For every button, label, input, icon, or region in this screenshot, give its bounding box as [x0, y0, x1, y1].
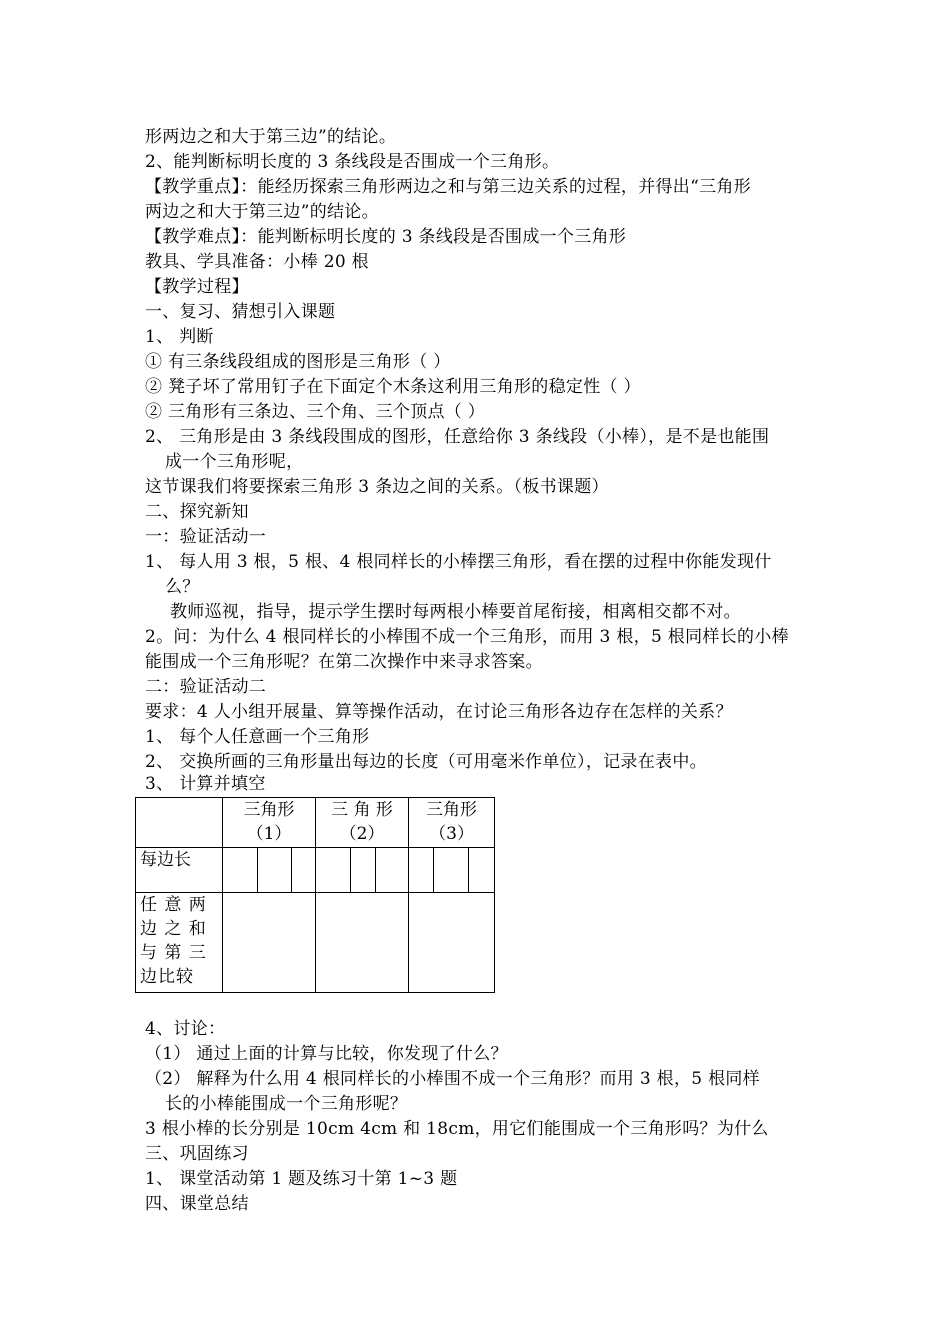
- text-line: 【教学难点】：能判断标明长度的 3 条线段是否围成一个三角形: [145, 227, 627, 247]
- header-triangle-1: 三角形（1）: [223, 798, 316, 848]
- table-cell: [223, 848, 258, 893]
- table-cell: [409, 848, 434, 893]
- text-line: 2、能判断标明长度的 3 条线段是否围成一个三角形。: [145, 152, 560, 172]
- text-line: 么？: [165, 577, 200, 597]
- table-cell: [434, 848, 469, 893]
- table-cell: [409, 893, 495, 993]
- section-heading: 四、课堂总结: [145, 1194, 249, 1214]
- table-cell: [292, 848, 316, 893]
- table-cell: [469, 848, 495, 893]
- table-cell: [351, 848, 376, 893]
- table-cell: [316, 848, 351, 893]
- text-line: ② 三角形有三条边、三个角、三个顶点（ ）: [145, 402, 486, 422]
- text-line: 1、 每人用 3 根，5 根、4 根同样长的小棒摆三角形，看在摆的过程中你能发现什: [145, 552, 772, 572]
- table-corner-cell: [136, 798, 223, 848]
- text-line: 2、 交换所画的三角形量出每边的长度（可用毫米作单位），记录在表中。: [145, 752, 707, 772]
- row-label-sum-comparison: 任 意 两 边 之 和 与 第 三 边比较: [136, 893, 223, 993]
- text-line: 2。问：为什么 4 根同样长的小棒围不成一个三角形，而用 3 根，5 根同样长的小棒: [145, 627, 789, 647]
- header-triangle-3: 三角形（3）: [409, 798, 495, 848]
- text-line: 二：验证活动二: [145, 677, 267, 697]
- text-line: （1） 通过上面的计算与比较，你发现了什么？: [145, 1044, 508, 1064]
- text-line: 4、讨论：: [145, 1019, 226, 1039]
- table-cell: [258, 848, 292, 893]
- text-line: 1、 判断: [145, 327, 214, 347]
- text-line: ① 有三条线段组成的图形是三角形（ ）: [145, 352, 451, 372]
- section-heading: 二、探究新知: [145, 502, 249, 522]
- text-line: 形两边之和大于第三边”的结论。: [145, 127, 397, 147]
- table-cell: [316, 893, 409, 993]
- text-line: 教师巡视，指导，提示学生摆时每两根小棒要首尾衔接，相离相交都不对。: [170, 602, 741, 622]
- text-line: 要求：4 人小组开展量、算等操作活动，在讨论三角形各边存在怎样的关系？: [145, 702, 733, 722]
- section-heading: 三、巩固练习: [145, 1144, 249, 1164]
- text-line: 成一个三角形呢，: [165, 452, 304, 472]
- table-cell: [376, 848, 409, 893]
- row-label-side-length: 每边长: [136, 848, 223, 893]
- text-line: 3、 计算并填空: [145, 774, 266, 794]
- text-line: 1、 每个人任意画一个三角形: [145, 727, 370, 747]
- table-cell: [223, 893, 316, 993]
- text-line: （2） 解释为什么用 4 根同样长的小棒围不成一个三角形？而用 3 根，5 根同样: [145, 1069, 760, 1089]
- text-line: 教具、学具准备：小棒 20 根: [145, 252, 369, 272]
- text-line: 这节课我们将要探索三角形 3 条边之间的关系。（板书课题）: [145, 477, 609, 497]
- section-heading: 【教学过程】: [145, 277, 249, 297]
- record-table: [135, 797, 495, 993]
- text-line: 3 根小棒的长分别是 10cm 4cm 和 18cm，用它们能围成一个三角形吗？为什么: [145, 1119, 769, 1139]
- section-heading: 一、复习、猜想引入课题: [145, 302, 336, 322]
- text-line: 长的小棒能围成一个三角形呢？: [165, 1094, 408, 1114]
- header-triangle-2: 三 角 形（2）: [316, 798, 409, 848]
- text-line: 【教学重点】：能经历探索三角形两边之和与第三边关系的过程，并得出“三角形: [145, 177, 751, 197]
- text-line: 2、 三角形是由 3 条线段围成的图形，任意给你 3 条线段（小棒），是不是也能围: [145, 427, 770, 447]
- text-line: 能围成一个三角形呢？在第二次操作中来寻求答案。: [145, 652, 543, 672]
- text-line: 1、 课堂活动第 1 题及练习十第 1~3 题: [145, 1169, 458, 1189]
- text-line: ② 凳子坏了常用钉子在下面定个木条这利用三角形的稳定性（ ）: [145, 377, 641, 397]
- text-line: 两边之和大于第三边”的结论。: [145, 202, 379, 222]
- text-line: 一：验证活动一: [145, 527, 267, 547]
